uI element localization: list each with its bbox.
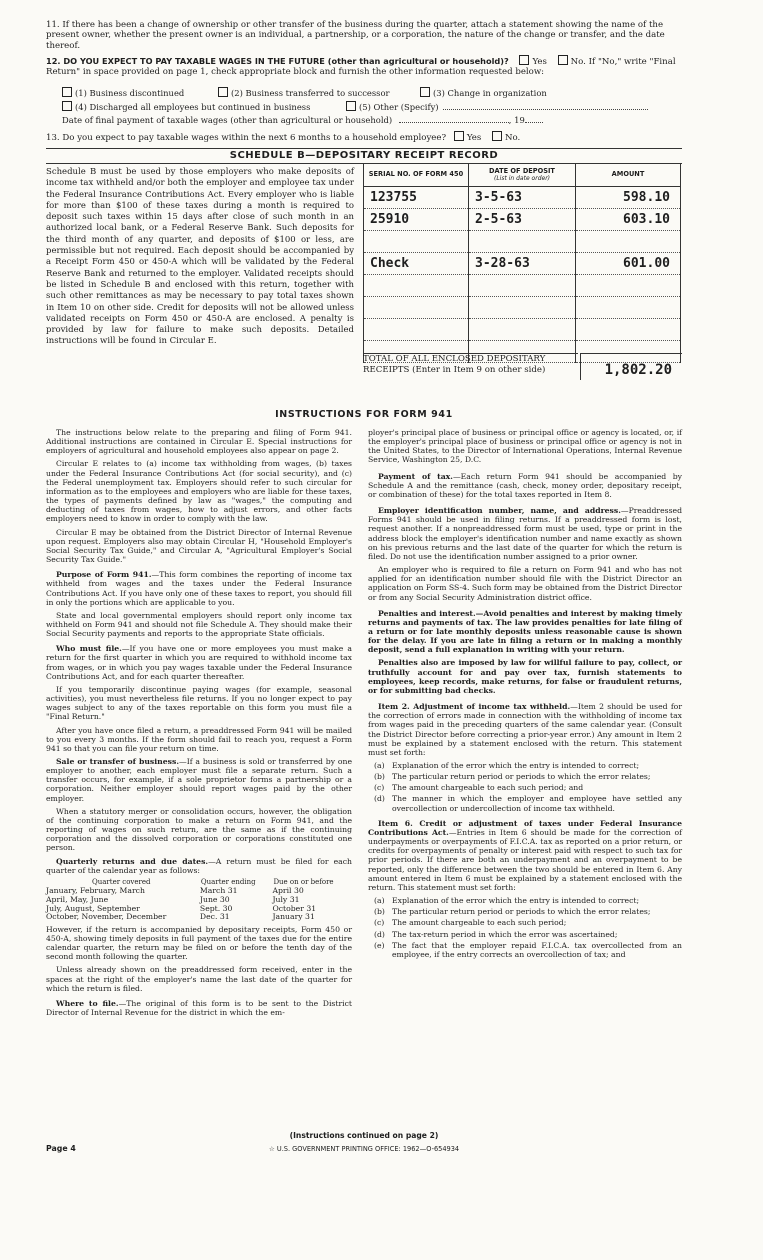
schedule-b-text: Schedule B must be used by those employers who make deposits of income tax withheld and/or both the employer and employee tax under the Federal Insurance Contributions Act. Every employer who is liable for more than $100 of these taxes during a month is required to deposit such taxes within 15 days after close of such month in an authorized local bank, or a Federal Reserve Bank. Such deposits for the third month of any quarter, and deposits of $100 or less, are permissible but not required. Each deposit should be accompanied by a Receipt Form 450 or 450-A which will be validated by the Federal Reserve Bank and returned to the employer. Validated receipts should be listed in Schedule B and enclosed with this return, together with such other remittances as may be necessary to pay total taxes shown in Item 10 on other side. Credit for deposits will not be allowed unless validated receipts on Form 450 or 450-A are enclosed. A penalty is provided by law for failure to make such deposits. Detailed instructions will be found in Circular E.	[46, 167, 354, 347]
requirement-item	[368, 772, 682, 781]
where-to-file-paragraph	[46, 999, 352, 1017]
deposit-row	[364, 253, 681, 275]
requirement-item	[368, 783, 682, 792]
deposit-serial-cell[interactable]: Check	[364, 253, 469, 275]
deposit-serial-cell[interactable]: 123755	[364, 187, 469, 209]
payment-text: —Each return Form 941 should be accompanied by Schedule A and the remittance (cash, check, money order, depositary receipt, or combination of these) for the total taxes reported in Item 8.	[368, 471, 682, 499]
instructions-left-column	[46, 428, 352, 1021]
total-box	[580, 353, 682, 380]
deposit-amount-cell[interactable]: 598.10	[576, 187, 681, 209]
requirement-letter: (d)	[374, 794, 385, 804]
purpose-paragraph	[46, 570, 352, 607]
option-1-checkbox[interactable]	[62, 87, 72, 97]
deposit-date-cell[interactable]	[469, 275, 576, 297]
requirement-letter: (a)	[374, 896, 385, 906]
quarter-ending-cell: June 30	[199, 895, 230, 905]
schedule-b-top-rule	[46, 148, 682, 149]
no-ein-paragraph: An employer who is required to file a return on Form 941 and who has not applied for an identification number should file with the District Director an application on Form SS-4. Such form may be obtained from the District Director or from any Social Security Administration district office.	[368, 565, 682, 602]
col-header-serial: SERIAL NO. OF FORM 450	[364, 164, 469, 187]
payment-heading: Payment of tax.	[378, 471, 453, 481]
quarter-covered-cell: April, May, June	[46, 895, 109, 905]
requirement-letter: (e)	[374, 940, 385, 950]
requirement-item	[368, 896, 682, 905]
deposit-date-cell[interactable]: 3-28-63	[469, 253, 576, 275]
temporary-paragraph: If you temporarily discontinue paying wages (for example, seasonal activities), you must nevertheless file returns. If you no longer expect to pay wages subject to any of the taxes reportable on this form you must file a "Final Return."	[46, 684, 352, 722]
deposit-rows	[364, 187, 681, 363]
col-header-amount: AMOUNT	[576, 164, 681, 187]
quarter-row	[46, 913, 352, 922]
requirement-item	[368, 907, 682, 916]
option-5-specify-field[interactable]	[443, 109, 648, 110]
state-paragraph: State and local governmental employers should report only income tax withheld on Form 941 and should not file Schedule A. They should make their Social Security payments and reports to the appropriate State officials.	[46, 610, 352, 639]
item-13-yes-label: Yes	[466, 133, 482, 143]
requirement-item	[368, 941, 682, 959]
item-13	[46, 131, 676, 143]
deposit-row	[364, 209, 681, 231]
requirement-text: The amount chargeable to each such period;	[392, 918, 567, 928]
option-5-label: (5) Other (Specify)	[359, 102, 439, 112]
requirement-letter: (c)	[374, 783, 385, 793]
option-2-label: (2) Business transferred to successor	[231, 88, 390, 98]
deposit-row	[364, 187, 681, 209]
option-4-label: (4) Discharged all employees but continued in business	[75, 102, 311, 112]
item-11: 11. If there has been a change of ownership or other transfer of the business during the quarter, attach a statement showing the name of the present owner, whether the present owner is an individual, a partnership, or a corporation, the nature of the change or transfer, and the date thereof.	[46, 20, 665, 51]
quarter-due-cell: October 31	[272, 903, 317, 913]
quarter-ending-cell: Sept. 30	[199, 903, 233, 913]
quarter-covered-cell: January, February, March	[46, 886, 145, 896]
final-payment-label: Date of final payment of taxable wages (other than agricultural or household)	[62, 115, 393, 125]
option-4-checkbox[interactable]	[62, 101, 72, 111]
quarter-due-cell: July 31	[272, 895, 300, 905]
deposit-amount-cell[interactable]	[576, 275, 681, 297]
option-5[interactable]	[346, 101, 648, 112]
deposit-row	[364, 275, 681, 297]
option-3-checkbox[interactable]	[420, 87, 430, 97]
however-paragraph: However, if the return is accompanied by depositary receipts, Form 450 or 450-A, showing timely deposits in full payment of the taxes due for the entire calendar quarter, the return may be filed on or before the tenth day of the second month following the quarter.	[46, 924, 352, 962]
requirement-text: The manner in which the employer and employee have settled any overcollection or undercollection of income tax withheld.	[392, 794, 682, 813]
total-label-line-2: RECEIPTS (Enter in Item 9 on other side)	[363, 364, 546, 375]
item-13-yes-checkbox[interactable]	[454, 131, 464, 141]
requirement-letter: (d)	[374, 929, 385, 939]
item-2-heading: Item 2. Adjustment of income tax withheld.	[378, 702, 571, 712]
sale-text: —If a business is sold or transferred by one employer to another, each employer must file a separate return. Such a transfer occurs, for example, if a sole proprietor forms a partnership or a corporation. Neither employer should report wages paid by the other employer.	[46, 757, 352, 803]
item-6-requirements	[368, 896, 682, 959]
sale-heading: Sale or transfer of business.	[56, 757, 179, 766]
deposit-amount-cell[interactable]: 601.00	[576, 253, 681, 275]
circular-e-paragraph: Circular E relates to (a) income tax withholding from wages, (b) taxes under the Federal Insurance Contributions Act (for social security), and (c) the Federal unemployment tax. Employers should refer to such circular for information as to the employees and employers who are liable for these taxes, the types of payments defined by law as "wages," the computing and deducting of taxes from wages, how to adjust errors, and other facts employers need to know in order to comply with the law.	[46, 459, 352, 524]
total-value[interactable]: 1,802.20	[604, 362, 672, 378]
deposit-date-cell[interactable]	[469, 319, 576, 341]
deposit-row	[364, 297, 681, 319]
q-head-due: Due on or before	[273, 877, 334, 886]
item-2-text: —Item 2 should be used for the correction of errors made in connection with the withholding of income tax from wages paid in the preceding quarters of the same calendar year. (Consult the District Director before correcting a prior-year error.) Any amount in Item 2 must be explained by a statement enclosed with the return. This statement must set forth:	[368, 702, 682, 757]
item-6-heading: Item 6. Credit or adjustment of taxes under Federal Insurance Contributions Act.	[368, 818, 682, 837]
quarter-rows	[46, 887, 352, 921]
ein-text: —Preaddressed Forms 941 should be used in filing returns. If a preaddressed form is lost, request another. If a nonpreaddressed form must be used, type or print in the address block the employer's identification number and name exactly as shown on his previous returns and the last date of the quarter for which the return is filed. Do not use the identification number assigned to a prior owner.	[368, 506, 682, 561]
item-12-no-checkbox[interactable]	[558, 55, 568, 65]
purpose-text: —This form combines the reporting of income tax withheld from wages and the taxes under the Federal Insurance Contributions Act. If you have only one of these taxes to report, you should fill in only the portions which are applicable to you.	[46, 570, 352, 607]
ein-paragraph	[368, 506, 682, 561]
requirement-item	[368, 794, 682, 812]
quarterly-paragraph	[46, 857, 352, 875]
printing-office-note: ☆ U.S. GOVERNMENT PRINTING OFFICE: 1962—O-654934	[268, 1145, 460, 1153]
who-must-file-text: —If you have one or more employees you must make a return for the first quarter in which you are required to withhold income tax from wages, or in which you pay wages taxable under the Federal Insurance Contributions Act, and for each quarter thereafter.	[46, 644, 352, 681]
requirement-item	[368, 930, 682, 939]
final-payment-year-label: , 19	[508, 115, 525, 125]
item-12-no-label: No.	[570, 57, 586, 67]
item-13-no-label: No.	[504, 133, 521, 143]
deposit-date-cell[interactable]	[469, 297, 576, 319]
depositary-receipt-table	[363, 163, 681, 363]
deposit-serial-cell[interactable]	[364, 231, 469, 253]
schedule-b-title: SCHEDULE B—DEPOSITARY RECEIPT RECORD	[229, 150, 499, 161]
option-5-checkbox[interactable]	[346, 101, 356, 111]
option-2[interactable]	[218, 87, 390, 98]
requirement-item	[368, 761, 682, 770]
quarter-ending-cell: March 31	[199, 886, 238, 896]
item-13-no-checkbox[interactable]	[492, 131, 502, 141]
quarter-due-dates-table	[46, 877, 352, 922]
page-number: Page 4	[46, 1144, 76, 1153]
final-payment-date-field[interactable]	[399, 122, 509, 123]
deposit-serial-cell[interactable]	[364, 319, 469, 341]
col-header-date	[469, 164, 576, 187]
who-must-file-heading: Who must file.	[56, 644, 122, 654]
requirement-letter: (b)	[374, 907, 385, 917]
instructions-title: INSTRUCTIONS FOR FORM 941	[275, 409, 453, 420]
option-4[interactable]	[62, 101, 310, 112]
requirement-text: The fact that the employer repaid F.I.C.A. tax overcollected from an employee, if the entry corrects an overcollection of tax; and	[392, 940, 682, 959]
requirement-letter: (a)	[374, 761, 385, 770]
deposit-amount-cell[interactable]	[576, 297, 681, 319]
requirement-text: The particular return period or periods to which the error relates;	[392, 772, 651, 782]
option-2-checkbox[interactable]	[218, 87, 228, 97]
item-12-yes-label: Yes	[532, 57, 547, 67]
item-12-instructions: If "No," write "Final Return" in space provided on page 1, check appropriate block and furnish the other information requested below:	[46, 57, 676, 78]
intro-paragraph: The instructions below relate to the preparing and filing of Form 941. Additional instructions are contained in Circular E. Special instructions for employers of agricultural and household employees also appear on page 2.	[46, 428, 352, 456]
deposit-amount-cell[interactable]	[576, 319, 681, 341]
quarterly-heading: Quarterly returns and due dates.	[56, 856, 209, 866]
deposit-serial-cell[interactable]: 25910	[364, 209, 469, 231]
deposit-serial-cell[interactable]	[364, 275, 469, 297]
where-to-file-continued: ployer's principal place of business or principal office or agency is located, or, if the employer's principal place of business or principal office or agency is not in the United States, to the Director of International Operations, Internal Revenue Service, Washington 25, D.C.	[368, 428, 682, 465]
instructions-right-column	[368, 428, 682, 962]
col-header-date-sub: (List in date order)	[494, 175, 550, 182]
col-header-date-label: DATE OF DEPOSIT	[489, 166, 555, 175]
requirement-text: The particular return period or periods to which the error relates;	[392, 907, 651, 917]
item-13-question: 13. Do you expect to pay taxable wages within the next 6 months to a household employee?	[46, 133, 447, 143]
penalties-2-paragraph: Penalties also are imposed by law for willful failure to pay, collect, or truthfully account for and pay over tax, furnish statements to employees, keep records, make returns, for false or fraudulent returns, or for submitting bad checks.	[368, 658, 682, 695]
quarterly-text: —A return must be filed for each quarter of the calendar year as follows:	[46, 856, 352, 875]
circular-obtain-paragraph: Circular E may be obtained from the District Director of Internal Revenue upon request. Employers also may obtain Circular H, "Household Employer's Social Security Tax Guide," and Circular A, "Agricultural Employer's Social Security Tax Guide."	[46, 527, 352, 565]
continued-note: (Instructions continued on page 2)	[289, 1131, 439, 1140]
after-paragraph: After you have once filed a return, a preaddressed Form 941 will be mailed to you every 3 months. If the form should fail to reach you, request a Form 941 so that you can file your return on time.	[46, 725, 352, 753]
quarter-ending-cell: Dec. 31	[199, 912, 230, 922]
deposit-row	[364, 231, 681, 253]
option-1[interactable]	[62, 87, 184, 98]
final-payment-year-field[interactable]	[525, 122, 543, 123]
requirement-text: Explanation of the error which the entry is intended to correct;	[392, 761, 640, 770]
quarter-due-cell: January 31	[272, 912, 315, 922]
requirement-item	[368, 918, 682, 927]
quarter-covered-cell: July, August, September	[46, 903, 140, 913]
penalties-text: —Avoid penalties and interest by making timely returns and payments of tax. The law provides penalties for late filing of a return or for late monthly deposits unless reasonable cause is shown for the delay. If you are late in filing a return or in making a monthly deposit, send a full explanation in writing with your return.	[368, 608, 682, 655]
total-label-line-1: TOTAL OF ALL ENCLOSED DEPOSITARY	[363, 354, 546, 364]
deposit-amount-cell[interactable]: 603.10	[576, 209, 681, 231]
quarter-covered-cell: October, November, December	[46, 912, 167, 922]
final-payment-line	[62, 115, 543, 125]
option-3-label: (3) Change in organization	[433, 88, 547, 98]
item-6-paragraph	[368, 819, 682, 892]
payment-paragraph	[368, 472, 682, 499]
q-head-covered: Quarter covered	[92, 877, 151, 886]
q-head-ending: Quarter ending	[200, 877, 256, 886]
penalties-heading: Penalties and interest.	[378, 608, 476, 618]
item-2-requirements	[368, 761, 682, 813]
where-to-file-text: —The original of this form is to be sent to the District Director of Internal Revenue for the district in which the em-	[46, 998, 352, 1018]
deposit-amount-cell[interactable]	[576, 231, 681, 253]
item-12-yes-checkbox[interactable]	[519, 55, 529, 65]
item-12	[46, 55, 676, 78]
unless-paragraph: Unless already shown on the preaddressed form received, enter in the spaces at the right of the employer's name the last date of the quarter for which the return is filed.	[46, 965, 352, 993]
requirement-text: The amount chargeable to each such period; and	[392, 783, 584, 793]
ein-heading: Employer identification number, name, and address.	[378, 506, 621, 516]
option-3[interactable]	[420, 87, 547, 98]
quarter-due-cell: April 30	[272, 886, 304, 896]
who-must-file-paragraph	[46, 644, 352, 681]
where-to-file-heading: Where to file.	[56, 998, 119, 1008]
deposit-serial-cell[interactable]	[364, 297, 469, 319]
item-2-paragraph	[368, 702, 682, 757]
deposit-date-cell[interactable]: 3-5-63	[469, 187, 576, 209]
requirement-text: The tax-return period in which the error was ascertained;	[392, 929, 618, 939]
merger-paragraph: When a statutory merger or consolidation occurs, however, the obligation of the continuing corporation to make a return on Form 941, and the reporting of wages on such return, are the same as if the continuing corporation and the dissolved corporation or corporations constituted one person.	[46, 806, 352, 853]
requirement-letter: (c)	[374, 918, 385, 928]
sale-paragraph	[46, 757, 352, 803]
deposit-date-cell[interactable]	[469, 231, 576, 253]
total-label	[363, 353, 578, 375]
requirement-letter: (b)	[374, 772, 385, 782]
penalties-paragraph	[368, 609, 682, 655]
item-12-question: 12. DO YOU EXPECT TO PAY TAXABLE WAGES IN THE FUTURE (other than agricultural or household)?	[46, 56, 509, 66]
item-6-text: —Entries in Item 6 should be made for the correction of underpayments or overpayments of F.I.C.A. tax as reported on a prior return, or credits for overpayments of penalty or interest paid with respect to such tax for prior periods. If there are both an underpayment and an overpayment to be reported, only the difference between the two should be entered in Item 6. Any amount entered in Item 6 must be explained by a statement enclosed with the return. This statement must set forth:	[368, 827, 682, 892]
deposit-row	[364, 319, 681, 341]
purpose-heading: Purpose of Form 941.	[56, 570, 152, 580]
option-1-label: (1) Business discontinued	[75, 88, 185, 98]
deposit-date-cell[interactable]: 2-5-63	[469, 209, 576, 231]
requirement-text: Explanation of the error which the entry is intended to correct;	[392, 896, 640, 906]
